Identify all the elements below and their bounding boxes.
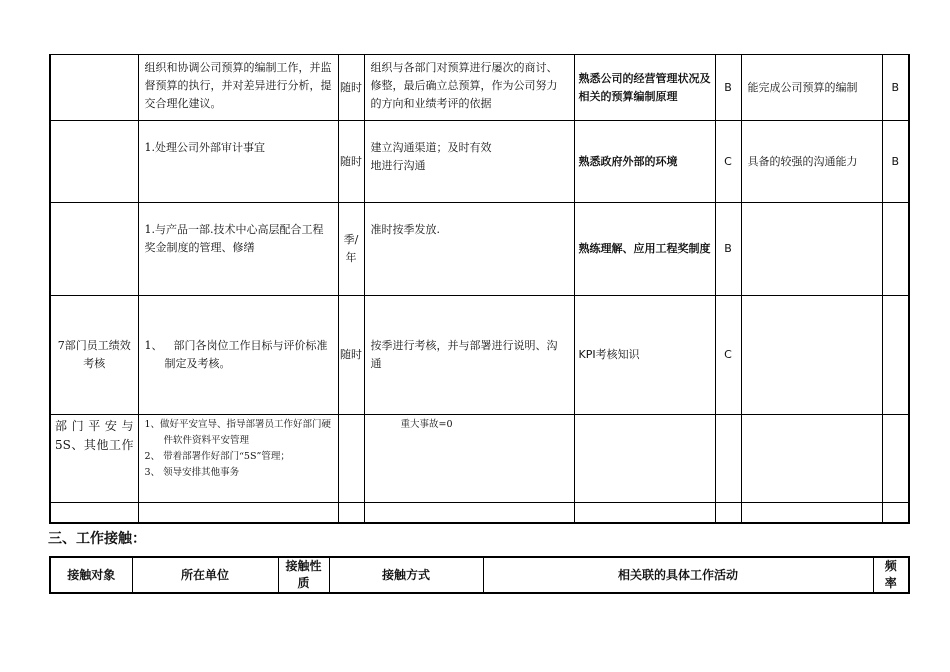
knowledge-cell [574,415,715,503]
ability-cell [741,203,882,296]
standard-cell: 组织与各部门对预算进行屡次的商讨、修整，最后确立总预算，作为公司努力的方向和业绩考评的依据 [364,55,574,121]
item-cell [50,203,138,296]
standard-cell: 建立沟通渠道；及时有效地进行沟通 [364,121,574,203]
empty-cell [882,503,909,523]
frequency-cell: 随时 [338,121,364,203]
empty-cell [50,503,138,523]
task-cell: 1、 部门各岗位工作目标与评价标准制定及考核。 [138,296,338,415]
knowledge-cell: KPI考核知识 [574,296,715,415]
ability-grade-cell: B [882,121,909,203]
standard-cell: 重大事故=0 [364,415,574,503]
task-cell: 1.与产品一部.技术中心高层配合工程奖金制度的管理、修缮 [138,203,338,296]
header-row [50,557,909,593]
task-line: 1、做好平安宣导、指导部署员工作好部门硬件软件资料平安管理 [144,419,332,446]
standard-cell: 按季进行考核，并与部署进行说明、沟通 [364,296,574,415]
task-cell: 1.处理公司外部审计事宜 [138,121,338,203]
column-header: 接触方式 [329,557,483,593]
knowledge-cell: 熟悉公司的经营管理状况及相关的预算编制原理 [574,55,715,121]
task-cell: 组织和协调公司预算的编制工作，并监督预算的执行，并对差异进行分析，提交合理化建议。 [138,55,338,121]
task-number: 1、 [144,339,163,352]
item-cell [50,121,138,203]
frequency-cell: 季/年 [338,203,364,296]
ability-cell [741,296,882,415]
frequency-cell [338,415,364,503]
empty-cell [741,503,882,523]
ability-cell [741,415,882,503]
section-title: 三、工作接触： [48,531,146,547]
standard-cell: 准时按季发放. [364,203,574,296]
table-row [50,415,909,503]
task-line: 3、 领导安排其他事务 [144,467,240,478]
knowledge-cell: 熟悉政府外部的环境 [574,121,715,203]
table-row [50,121,909,203]
table-row [50,203,909,296]
knowledge-grade-cell: B [715,203,741,296]
item-cell: 7部门员工绩效考核 [50,296,138,415]
ability-cell: 能完成公司预算的编制 [741,55,882,121]
task-line: 2、 带着部署作好部门“5S”管理； [144,451,290,462]
ability-grade-cell [882,415,909,503]
knowledge-grade-cell: C [715,121,741,203]
empty-cell [715,503,741,523]
item-cell: 部门平安与5S、其他工作 [50,415,138,503]
job-duties-table [49,54,910,524]
item-cell [50,55,138,121]
empty-cell [364,503,574,523]
knowledge-grade-cell [715,415,741,503]
frequency-cell: 随时 [338,296,364,415]
ability-grade-cell [882,203,909,296]
column-header: 接触对象 [50,557,132,593]
column-header: 相关联的具体工作活动 [483,557,873,593]
table-row [50,55,909,121]
knowledge-grade-cell: B [715,55,741,121]
task-cell [138,415,338,503]
ability-grade-cell: B [882,55,909,121]
empty-cell [574,503,715,523]
knowledge-grade-cell: C [715,296,741,415]
empty-cell [138,503,338,523]
ability-grade-cell [882,296,909,415]
column-header: 频率 [873,557,909,593]
frequency-cell: 随时 [338,55,364,121]
column-header: 接触性质 [278,557,329,593]
ability-cell: 具备的较强的沟通能力 [741,121,882,203]
table-row [50,503,909,523]
empty-cell [338,503,364,523]
column-header: 所在单位 [132,557,278,593]
knowledge-cell: 熟练理解、应用工程奖制度 [574,203,715,296]
work-contact-table [49,556,910,594]
table-row [50,296,909,415]
